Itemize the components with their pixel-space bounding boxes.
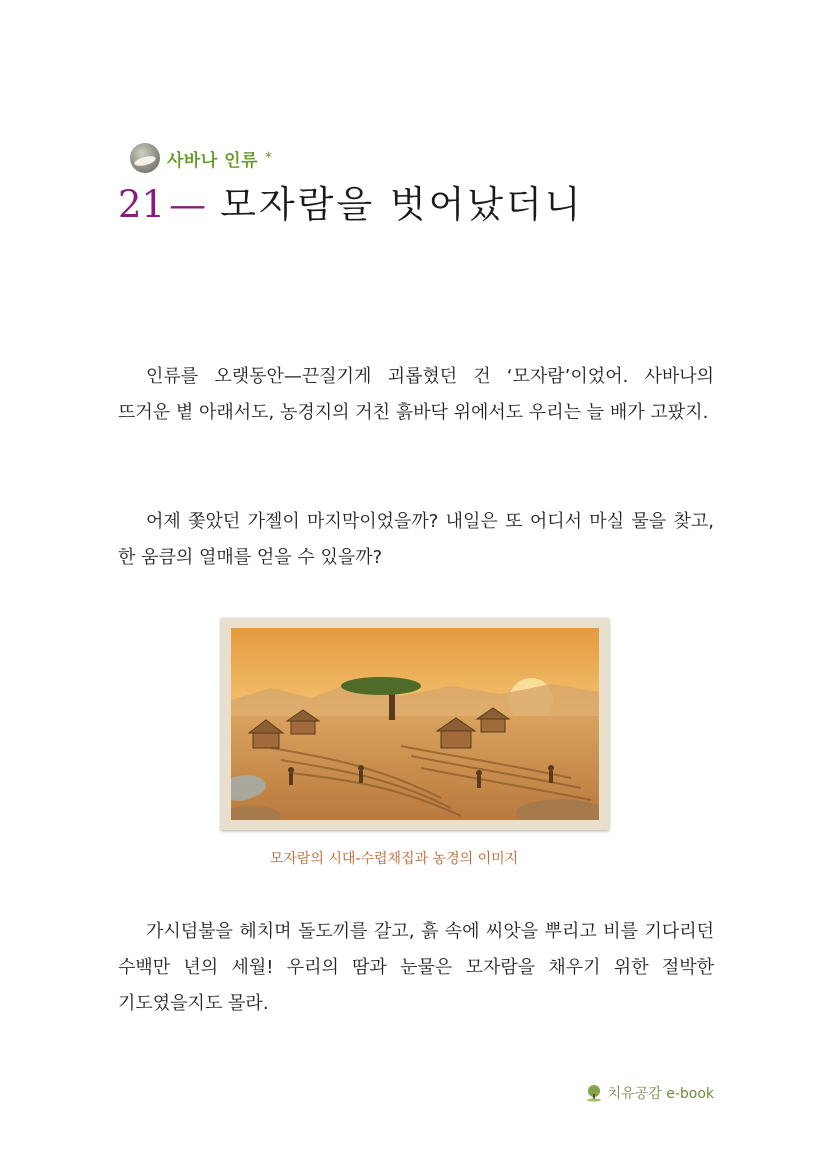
- chapter-title: [118, 183, 584, 226]
- figure-caption-text: 모자람의 시대-수렵채집과 농경의 이미지: [269, 851, 519, 867]
- body-paragraph: 가시덤불을 헤치며 돌도끼를 갈고, 흙 속에 씨앗을 뿌리고 비를 기다리던 수백만 년의 세월! 우리의 땀과 눈물은 모자람을 채우기 위한 절박한 기도였을지도 몰라.: [118, 921, 714, 1014]
- series-star: *: [265, 150, 273, 166]
- series-label: 사바나 인류: [167, 150, 259, 171]
- chapter-number: 21: [118, 183, 166, 226]
- illustration-savanna-farming: [221, 618, 609, 830]
- chapter-dash: —: [169, 183, 207, 226]
- figure-caption: [0, 848, 832, 868]
- footer-brand: [585, 1083, 714, 1103]
- chapter-name: 모자람을 벗어났더니: [220, 183, 584, 226]
- footer-brand-text: 치유공감 e-book: [607, 1086, 714, 1102]
- series-header: [130, 143, 272, 173]
- savanna-emblem-icon: [130, 143, 160, 173]
- illustration-image: [231, 628, 599, 820]
- body-paragraph: 어제 쫓았던 가젤이 마지막이었을까? 내일은 또 어디서 마실 물을 찾고, 한 움큼의 열매를 얻을 수 있을까?: [118, 511, 714, 568]
- tree-icon: [585, 1084, 603, 1102]
- body-paragraph: 인류를 오랫동안—끈질기게 괴롭혔던 건 ‘모자람’이었어. 사바나의 뜨거운 볕 아래서도, 농경지의 거친 흙바닥 위에서도 우리는 늘 배가 고팠지.: [118, 366, 714, 423]
